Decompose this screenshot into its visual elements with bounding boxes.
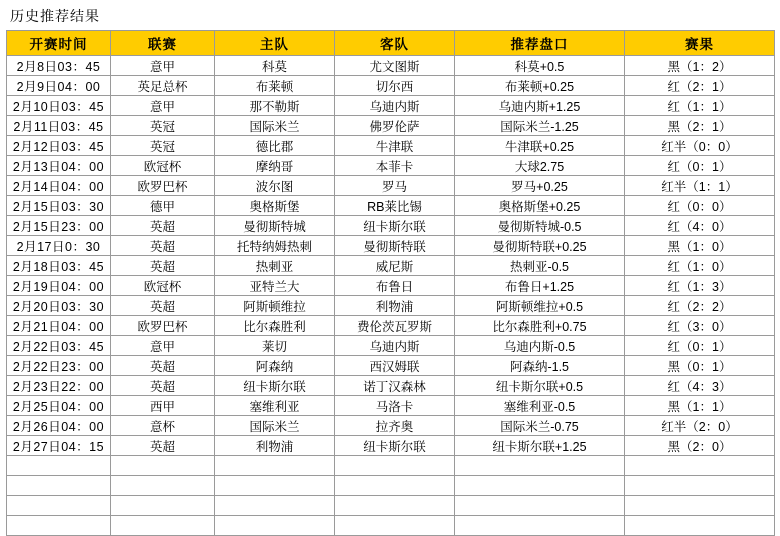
cell-time: 2月15日23：00	[7, 216, 111, 236]
cell-empty	[215, 496, 335, 516]
cell-result: 黑（1：0）	[625, 236, 775, 256]
cell-result: 红（4：0）	[625, 216, 775, 236]
cell-result: 红（4：3）	[625, 376, 775, 396]
cell-empty	[625, 516, 775, 536]
cell-result: 红（2：1）	[625, 76, 775, 96]
cell-result: 红（3：0）	[625, 316, 775, 336]
table-row	[7, 296, 775, 316]
cell-time: 2月20日03：30	[7, 296, 111, 316]
cell-league: 英超	[111, 236, 215, 256]
cell-home-team: 塞维利亚	[215, 396, 335, 416]
table-row	[7, 176, 775, 196]
cell-home-team: 科莫	[215, 56, 335, 76]
cell-home-team: 阿森纳	[215, 356, 335, 376]
cell-empty	[455, 476, 625, 496]
cell-result: 黑（1：1）	[625, 396, 775, 416]
cell-home-team: 比尔森胜利	[215, 316, 335, 336]
cell-home-team: 波尔图	[215, 176, 335, 196]
table-row	[7, 156, 775, 176]
cell-empty	[7, 496, 111, 516]
cell-home-team: 摩纳哥	[215, 156, 335, 176]
cell-result: 红半（1：1）	[625, 176, 775, 196]
cell-home-team: 阿斯顿维拉	[215, 296, 335, 316]
table-row	[7, 136, 775, 156]
column-header-time: 开赛时间	[7, 31, 111, 56]
cell-away-team: 牛津联	[335, 136, 455, 156]
cell-pick: 曼彻斯特城-0.5	[455, 216, 625, 236]
cell-pick: 塞维利亚-0.5	[455, 396, 625, 416]
table-row	[7, 196, 775, 216]
cell-league: 欧罗巴杯	[111, 176, 215, 196]
cell-away-team: 本菲卡	[335, 156, 455, 176]
history-results-table	[6, 30, 775, 536]
table-container	[0, 30, 780, 536]
column-header-pick: 推荐盘口	[455, 31, 625, 56]
page-title: 历史推荐结果	[10, 8, 100, 24]
table-row	[7, 376, 775, 396]
cell-empty	[455, 516, 625, 536]
cell-empty	[625, 476, 775, 496]
cell-result: 红（1：3）	[625, 276, 775, 296]
cell-pick: 纽卡斯尔联+0.5	[455, 376, 625, 396]
table-row	[7, 216, 775, 236]
cell-home-team: 奥格斯堡	[215, 196, 335, 216]
table-row	[7, 436, 775, 456]
column-header-league: 联赛	[111, 31, 215, 56]
cell-empty	[111, 516, 215, 536]
column-header-away: 客队	[335, 31, 455, 56]
cell-result: 黑（1：2）	[625, 56, 775, 76]
cell-time: 2月18日03：45	[7, 256, 111, 276]
cell-time: 2月10日03：45	[7, 96, 111, 116]
cell-empty	[335, 496, 455, 516]
cell-league: 欧罗巴杯	[111, 316, 215, 336]
cell-result: 黑（2：0）	[625, 436, 775, 456]
cell-time: 2月14日04：00	[7, 176, 111, 196]
cell-time: 2月12日03：45	[7, 136, 111, 156]
cell-away-team: 诺丁汉森林	[335, 376, 455, 396]
cell-away-team: 尤文图斯	[335, 56, 455, 76]
cell-time: 2月8日03：45	[7, 56, 111, 76]
column-header-home: 主队	[215, 31, 335, 56]
cell-home-team: 亚特兰大	[215, 276, 335, 296]
cell-result: 红半（2：0）	[625, 416, 775, 436]
cell-result: 红（1：0）	[625, 256, 775, 276]
cell-empty	[335, 516, 455, 536]
cell-home-team: 布莱顿	[215, 76, 335, 96]
cell-away-team: 切尔西	[335, 76, 455, 96]
table-row	[7, 356, 775, 376]
cell-away-team: 马洛卡	[335, 396, 455, 416]
cell-empty	[625, 456, 775, 476]
cell-league: 英超	[111, 376, 215, 396]
table-header-row	[7, 31, 775, 56]
cell-league: 英冠	[111, 116, 215, 136]
cell-home-team: 利物浦	[215, 436, 335, 456]
cell-result: 黑（2：1）	[625, 116, 775, 136]
cell-home-team: 热刺亚	[215, 256, 335, 276]
table-row	[7, 56, 775, 76]
cell-league: 欧冠杯	[111, 156, 215, 176]
cell-pick: 阿森纳-1.5	[455, 356, 625, 376]
cell-time: 2月25日04：00	[7, 396, 111, 416]
cell-time: 2月22日23：00	[7, 356, 111, 376]
cell-pick: 阿斯顿维拉+0.5	[455, 296, 625, 316]
cell-pick: 奥格斯堡+0.25	[455, 196, 625, 216]
cell-result: 黑（0：1）	[625, 356, 775, 376]
cell-empty	[335, 476, 455, 496]
table-row	[7, 96, 775, 116]
cell-home-team: 国际米兰	[215, 416, 335, 436]
cell-empty	[111, 476, 215, 496]
cell-time: 2月17日0：30	[7, 236, 111, 256]
cell-pick: 科莫+0.5	[455, 56, 625, 76]
cell-pick: 国际米兰-1.25	[455, 116, 625, 136]
cell-away-team: 罗马	[335, 176, 455, 196]
cell-time: 2月23日22：00	[7, 376, 111, 396]
cell-time: 2月13日04：00	[7, 156, 111, 176]
cell-away-team: 纽卡斯尔联	[335, 216, 455, 236]
cell-away-team: 乌迪内斯	[335, 336, 455, 356]
cell-league: 意甲	[111, 56, 215, 76]
cell-league: 欧冠杯	[111, 276, 215, 296]
cell-away-team: 纽卡斯尔联	[335, 436, 455, 456]
cell-pick: 大球2.75	[455, 156, 625, 176]
cell-empty	[7, 516, 111, 536]
cell-away-team: 威尼斯	[335, 256, 455, 276]
cell-league: 英超	[111, 296, 215, 316]
cell-away-team: 西汉姆联	[335, 356, 455, 376]
cell-empty	[625, 496, 775, 516]
cell-league: 意甲	[111, 336, 215, 356]
cell-empty	[215, 476, 335, 496]
cell-time: 2月21日04：00	[7, 316, 111, 336]
cell-pick: 乌迪内斯-0.5	[455, 336, 625, 356]
table-row	[7, 416, 775, 436]
cell-away-team: 乌迪内斯	[335, 96, 455, 116]
cell-league: 意甲	[111, 96, 215, 116]
cell-empty	[7, 456, 111, 476]
table-row-empty	[7, 456, 775, 476]
cell-away-team: 布鲁日	[335, 276, 455, 296]
cell-pick: 布莱顿+0.25	[455, 76, 625, 96]
table-body	[7, 56, 775, 536]
cell-result: 红（0：1）	[625, 336, 775, 356]
cell-result: 红（2：2）	[625, 296, 775, 316]
table-row	[7, 236, 775, 256]
cell-league: 英超	[111, 256, 215, 276]
cell-pick: 纽卡斯尔联+1.25	[455, 436, 625, 456]
cell-empty	[215, 516, 335, 536]
cell-home-team: 国际米兰	[215, 116, 335, 136]
cell-pick: 牛津联+0.25	[455, 136, 625, 156]
cell-pick: 曼彻斯特联+0.25	[455, 236, 625, 256]
cell-empty	[455, 456, 625, 476]
table-row-empty	[7, 516, 775, 536]
cell-league: 英冠	[111, 136, 215, 156]
table-row	[7, 116, 775, 136]
table-row-empty	[7, 496, 775, 516]
cell-pick: 罗马+0.25	[455, 176, 625, 196]
cell-home-team: 托特纳姆热刺	[215, 236, 335, 256]
cell-result: 红半（0：0）	[625, 136, 775, 156]
cell-pick: 乌迪内斯+1.25	[455, 96, 625, 116]
cell-away-team: 佛罗伦萨	[335, 116, 455, 136]
cell-empty	[215, 456, 335, 476]
cell-empty	[111, 456, 215, 476]
table-row	[7, 76, 775, 96]
cell-home-team: 曼彻斯特城	[215, 216, 335, 236]
cell-pick: 比尔森胜利+0.75	[455, 316, 625, 336]
table-row	[7, 396, 775, 416]
cell-time: 2月26日04：00	[7, 416, 111, 436]
cell-pick: 布鲁日+1.25	[455, 276, 625, 296]
cell-home-team: 德比郡	[215, 136, 335, 156]
cell-away-team: 曼彻斯特联	[335, 236, 455, 256]
cell-league: 英超	[111, 356, 215, 376]
cell-league: 西甲	[111, 396, 215, 416]
column-header-result: 赛果	[625, 31, 775, 56]
cell-time: 2月9日04：00	[7, 76, 111, 96]
cell-empty	[111, 496, 215, 516]
table-row	[7, 276, 775, 296]
cell-league: 英超	[111, 436, 215, 456]
cell-away-team: RB莱比锡	[335, 196, 455, 216]
cell-result: 红（1：1）	[625, 96, 775, 116]
cell-time: 2月11日03：45	[7, 116, 111, 136]
cell-time: 2月22日03：45	[7, 336, 111, 356]
cell-pick: 热刺亚-0.5	[455, 256, 625, 276]
cell-time: 2月19日04：00	[7, 276, 111, 296]
cell-home-team: 莱切	[215, 336, 335, 356]
cell-empty	[7, 476, 111, 496]
cell-away-team: 拉齐奥	[335, 416, 455, 436]
table-row	[7, 316, 775, 336]
cell-empty	[455, 496, 625, 516]
cell-league: 意杯	[111, 416, 215, 436]
cell-home-team: 纽卡斯尔联	[215, 376, 335, 396]
cell-league: 德甲	[111, 196, 215, 216]
cell-time: 2月15日03：30	[7, 196, 111, 216]
table-row	[7, 336, 775, 356]
table-row-empty	[7, 476, 775, 496]
cell-pick: 国际米兰-0.75	[455, 416, 625, 436]
cell-result: 红（0：0）	[625, 196, 775, 216]
cell-home-team: 那不勒斯	[215, 96, 335, 116]
cell-league: 英足总杯	[111, 76, 215, 96]
cell-empty	[335, 456, 455, 476]
cell-league: 英超	[111, 216, 215, 236]
cell-result: 红（0：1）	[625, 156, 775, 176]
cell-time: 2月27日04：15	[7, 436, 111, 456]
table-row	[7, 256, 775, 276]
cell-away-team: 利物浦	[335, 296, 455, 316]
cell-away-team: 费伦茨瓦罗斯	[335, 316, 455, 336]
